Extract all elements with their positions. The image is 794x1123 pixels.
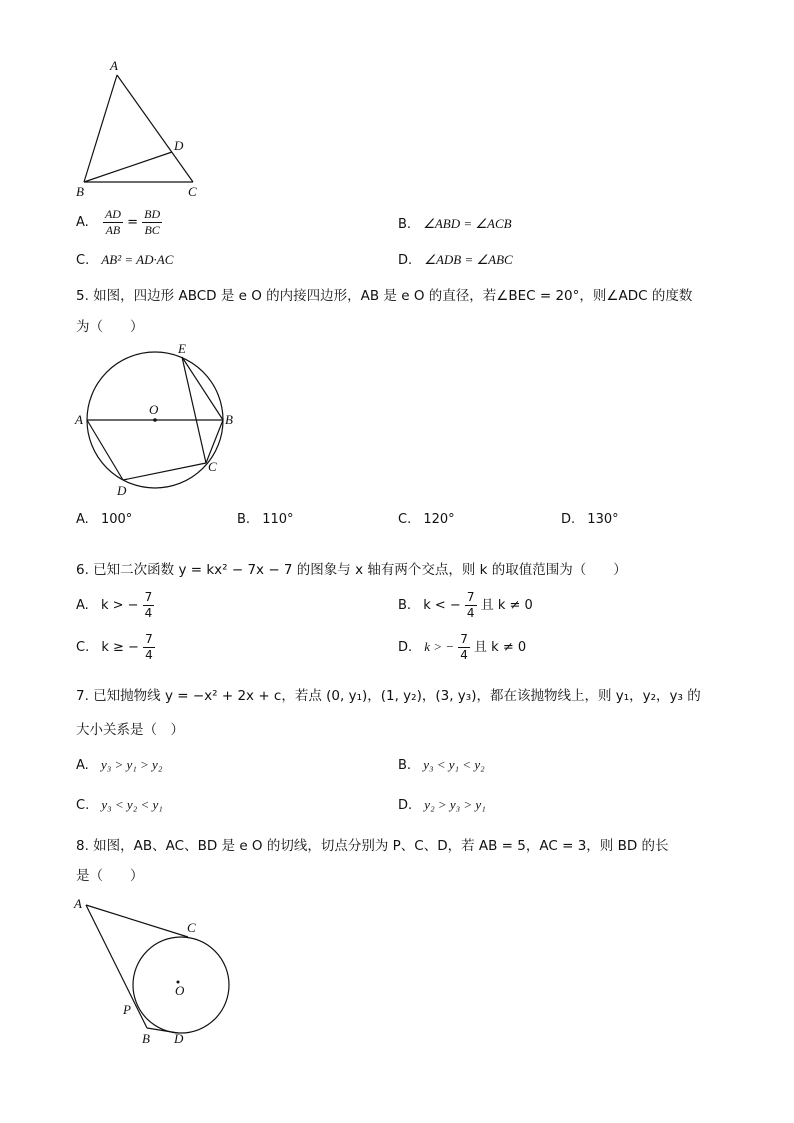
- option-label: B.: [398, 217, 412, 232]
- option-label: C.: [76, 640, 90, 655]
- q7-option-b: [398, 757, 485, 773]
- vertex-c-label: C: [188, 184, 197, 199]
- option-label: B.: [398, 598, 412, 613]
- numerator: 7: [466, 590, 475, 604]
- numerator: AD: [104, 207, 121, 221]
- point-e-label: E: [178, 341, 186, 356]
- point-b-label: B: [142, 1031, 150, 1046]
- q5-stem-line1: 5. 如图，四边形 ABCD 是 e O 的内接四边形，AB 是 e O 的直径，若∠BEC = 20°，则∠ADC 的度数: [76, 288, 693, 304]
- q5-option-b: [237, 512, 294, 527]
- option-text: 100°: [100, 512, 133, 527]
- point-c-label: C: [208, 459, 217, 474]
- vertex-b-label: B: [76, 184, 84, 199]
- fraction-ad-ab: [103, 207, 123, 238]
- option-label: A.: [76, 758, 89, 773]
- q7-stem-line2: 大小关系是（ ）: [76, 722, 184, 738]
- option-label: B.: [237, 512, 251, 527]
- denominator: 4: [466, 606, 475, 620]
- option-label: D.: [398, 640, 413, 655]
- q5-option-a: [76, 512, 132, 527]
- option-text: AB² = AD·AC: [101, 252, 174, 267]
- q5-option-d: [561, 512, 619, 527]
- option-text: y₂ > y₃ > y₁: [424, 797, 486, 812]
- fraction-7-4: [465, 590, 477, 621]
- vertex-a-label: A: [110, 58, 118, 73]
- numerator: 7: [460, 632, 468, 646]
- option-prefix: k ≥ −: [101, 640, 139, 655]
- option-text: 130°: [587, 512, 619, 527]
- option-text: y₃ < y₂ < y₁: [101, 797, 163, 812]
- q4-option-d: [398, 252, 513, 268]
- q8-stem-line1: 8. 如图，AB、AC、BD 是 e O 的切线，切点分别为 P、C、D，若 AB = 5，AC = 3，则 BD 的长: [76, 838, 669, 854]
- option-text: ∠ABD = ∠ACB: [423, 216, 512, 231]
- denominator: 4: [460, 648, 468, 662]
- point-o-label: O: [175, 983, 185, 998]
- tangent-figure: [70, 893, 250, 1053]
- numerator: 7: [144, 590, 153, 604]
- option-text: ∠ADB = ∠ABC: [424, 252, 513, 267]
- equals-sign: =: [127, 215, 138, 230]
- fraction-7-4: [143, 590, 155, 621]
- denominator: 4: [145, 648, 153, 662]
- circle-figure: [70, 338, 245, 503]
- fraction-bd-bc: [142, 207, 162, 238]
- option-suffix: 且 k ≠ 0: [474, 640, 527, 655]
- point-o-label: O: [149, 402, 159, 417]
- fraction-7-4: [458, 632, 470, 663]
- q5-option-c: [398, 512, 455, 527]
- q4-option-c: [76, 252, 173, 268]
- option-label: A.: [76, 598, 89, 613]
- point-c-label: C: [187, 920, 196, 935]
- point-a-label: A: [74, 896, 82, 911]
- option-text: 110°: [262, 512, 294, 527]
- q8-stem-line2: 是（ ）: [76, 868, 144, 884]
- option-label: B.: [398, 758, 412, 773]
- option-label: A.: [76, 215, 89, 230]
- option-label: C.: [76, 253, 90, 268]
- vertex-d-label: D: [174, 138, 184, 153]
- option-text: y₃ > y₁ > y₂: [100, 757, 163, 772]
- q6-option-b: [398, 590, 533, 621]
- option-text: 120°: [423, 512, 455, 527]
- q7-stem-line1: 7. 已知抛物线 y = −x² + 2x + c，若点 (0, y₁)，(1, y₂)，(3, y₃)，都在该抛物线上，则 y₁，y₂，y₃ 的: [76, 688, 701, 704]
- option-label: D.: [398, 798, 413, 813]
- denominator: AB: [105, 223, 121, 237]
- option-label: C.: [398, 512, 412, 527]
- option-suffix: 且 k ≠ 0: [480, 598, 533, 613]
- point-b-label: B: [225, 412, 233, 427]
- q6-option-a: [76, 590, 154, 621]
- point-d-label: D: [117, 483, 127, 498]
- numerator: 7: [145, 632, 153, 646]
- point-p-label: P: [123, 1002, 131, 1017]
- option-prefix: k > −: [100, 598, 139, 613]
- option-label: A.: [76, 512, 89, 527]
- option-label: D.: [398, 253, 413, 268]
- q7-option-d: [398, 797, 486, 813]
- q4-option-a: [76, 207, 162, 238]
- denominator: BC: [144, 223, 160, 237]
- triangle-figure: [70, 55, 210, 205]
- option-prefix: k < −: [423, 598, 461, 613]
- q7-option-c: [76, 797, 163, 813]
- option-label: C.: [76, 798, 90, 813]
- denominator: 4: [144, 606, 153, 620]
- point-d-label: D: [174, 1031, 184, 1046]
- q6-stem: 6. 已知二次函数 y = kx² − 7x − 7 的图象与 x 轴有两个交点，则 k 的取值范围为（ ）: [76, 562, 627, 578]
- numerator: BD: [144, 207, 161, 221]
- q6-option-c: [76, 632, 155, 663]
- option-text: y₃ < y₁ < y₂: [423, 757, 485, 772]
- point-a-label: A: [75, 412, 83, 427]
- q7-option-a: [76, 757, 162, 773]
- option-prefix: k > −: [424, 639, 455, 654]
- fraction-7-4: [143, 632, 155, 663]
- q4-option-b: [398, 216, 512, 232]
- option-label: D.: [561, 512, 576, 527]
- q5-stem-line2: 为（ ）: [76, 319, 144, 335]
- q6-option-d: [398, 632, 526, 663]
